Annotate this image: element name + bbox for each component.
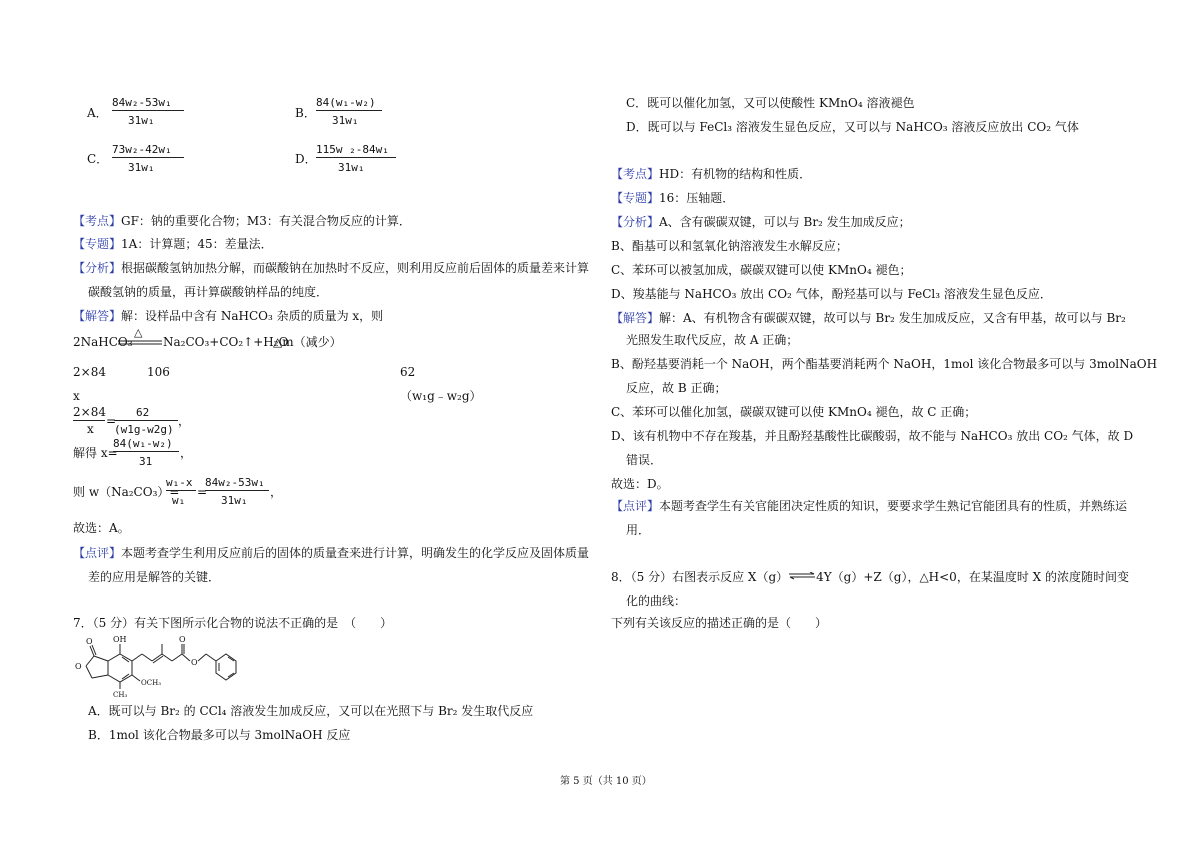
- structure-o-carbonyl-label: O: [86, 637, 93, 646]
- dianping-line-1: [73, 545, 589, 561]
- fraction-bar: [73, 420, 105, 421]
- jieda-line: [73, 308, 383, 324]
- zhuanti-text: 1A：计算题；45：差量法．: [121, 237, 273, 251]
- fraction-bar: [112, 110, 184, 111]
- purity-denominator-1: w₁: [172, 494, 186, 507]
- right-zhuanti-line: [611, 190, 734, 206]
- option-a-numerator: 84w₂-53w₁: [112, 96, 172, 109]
- q7-option-c: C．既可以催化加氢，又可以使酸性 KMnO₄ 溶液褪色: [626, 96, 915, 110]
- question-8-line-1: [611, 569, 1129, 585]
- right-dianping-text-2: 用．: [626, 523, 651, 537]
- equation-arrow: [118, 340, 162, 346]
- right-fenxi-a: A、含有碳碳双键，可以与 Br₂ 发生加成反应；: [659, 215, 911, 229]
- zhuanti-line: [73, 236, 273, 252]
- q7-option-b: B．1mol 该化合物最多可以与 3molNaOH 反应: [88, 728, 351, 742]
- right-dianping-text-1: 本题考查学生有关官能团决定性质的知识，要要求学生熟记官能团具有的性质，并熟练运: [659, 499, 1128, 513]
- proportion-denominator-2: (w1g-w2g): [114, 423, 174, 436]
- option-a-label: A．: [87, 106, 108, 120]
- right-kaodian-tag: 【考点】: [611, 167, 660, 181]
- jieda-tag: 【解答】: [73, 309, 122, 323]
- right-jieda-d1: D、该有机物中不存在羧基，并且酚羟基酸性比碳酸弱，故不能与 NaHCO₃ 放出 CO₂ 气体，故 D: [611, 429, 1134, 443]
- structure-och3-label: OCH₃: [141, 679, 162, 687]
- right-fenxi-b: B、酯基可以和氢氧化钠溶液发生水解反应；: [611, 239, 848, 253]
- fraction-bar: [112, 157, 184, 158]
- right-fenxi-c: C、苯环可以被氢加成，碳碳双键可以使 KMnO₄ 褪色；: [611, 263, 912, 277]
- fenxi-line-1: [73, 260, 589, 276]
- ratio-row1-a: 2×84: [73, 365, 106, 379]
- option-d-numerator: 115w ₂-84w₁: [316, 143, 389, 156]
- chemical-structure-diagram: [68, 632, 258, 700]
- proportion-comma: ，: [178, 414, 191, 428]
- fraction-bar: [166, 490, 196, 491]
- fraction-bar: [113, 451, 179, 452]
- structure-ch3-label: CH₃: [113, 691, 128, 699]
- fenxi-tag: 【分析】: [73, 261, 122, 275]
- option-c-denominator: 31w₁: [128, 161, 155, 174]
- ratio-row2-c: （w₁g﹣w₂g）: [400, 389, 482, 403]
- option-d-label: D．: [295, 152, 317, 166]
- question-8-part-b: 4Y（g）+Z（g），△H<0，在某温度时 X 的浓度随时间变: [816, 570, 1129, 584]
- right-jieda-b2: 反应，故 B 正确；: [626, 381, 727, 395]
- option-a-denominator: 31w₁: [128, 114, 155, 127]
- question-8-part-a: 8．（5 分）右图表示反应 X（g）: [611, 570, 789, 584]
- right-jieda-b1: B、酚羟基要消耗一个 NaOH，两个酯基要消耗两个 NaOH，1mol 该化合物最多可以与 3molNaOH: [611, 357, 1158, 371]
- page-footer: 第 5 页（共 10 页）: [560, 776, 652, 787]
- right-dianping-line: [611, 498, 1127, 514]
- purity-text: 则 w（Na₂CO₃）=: [73, 485, 180, 499]
- ratio-row2-a: x: [73, 389, 80, 403]
- q7-option-a: A．既可以与 Br₂ 的 CCl₄ 溶液发生加成反应，又可以在光照下与 Br₂ 发生取代反应: [88, 704, 534, 718]
- ratio-row1-c: 62: [400, 365, 416, 379]
- kaodian-text: GF：钠的重要化合物；M3：有关混合物反应的计算．: [121, 214, 411, 228]
- kaodian-line: [73, 213, 411, 229]
- right-jieda-a2: 光照发生取代反应，故 A 正确；: [626, 333, 799, 347]
- jiede-denominator: 31: [139, 455, 153, 468]
- option-b-numerator: 84(w₁-w₂): [316, 96, 376, 109]
- option-c-label: C．: [87, 152, 109, 166]
- structure-oh-label: OH: [113, 635, 127, 644]
- purity-numerator-2: 84w₂-53w₁: [205, 476, 265, 489]
- heat-delta-symbol: △: [134, 326, 143, 339]
- right-jieda-line: [611, 310, 1126, 326]
- structure-o-ester-carbonyl-label: O: [179, 635, 186, 644]
- option-c-numerator: 73w₂-42w₁: [112, 143, 172, 156]
- fenxi-text-2: 碳酸氢钠的质量，再计算碳酸钠样品的纯度．: [88, 285, 329, 299]
- proportion-numerator-2: 62: [136, 406, 150, 419]
- proportion-numerator: 2×84: [73, 405, 106, 419]
- right-jieda-c: C、苯环可以催化加氢，碳碳双键可以使 KMnO₄ 褪色，故 C 正确；: [611, 405, 977, 419]
- ratio-row1-b: 106: [147, 365, 170, 379]
- jiede-comma: ，: [180, 446, 193, 460]
- fenxi-text-1: 根据碳酸氢钠加热分解，而碳酸钠在加热时不反应，则利用反应前后固体的质量差来计算: [121, 261, 590, 275]
- fraction-bar: [316, 110, 382, 111]
- option-b-label: B．: [295, 106, 316, 120]
- right-jieda-a1: 解：A、有机物含有碳碳双键，故可以与 Br₂ 发生加成反应，又含有甲基，故可以与 Br₂: [659, 311, 1126, 325]
- kaodian-tag: 【考点】: [73, 214, 122, 228]
- equation-reactant: 2NaHCO₃: [73, 335, 133, 349]
- fraction-bar: [205, 490, 269, 491]
- fraction-bar: [114, 420, 178, 421]
- question-7: 7．（5 分）有关下图所示化合物的说法不正确的是 （ ）: [73, 616, 393, 630]
- option-d-denominator: 31w₁: [338, 161, 365, 174]
- right-jieda-tag: 【解答】: [611, 311, 660, 325]
- question-8-line-2: 化的曲线：: [626, 594, 687, 608]
- proportion-equals: =: [106, 414, 117, 428]
- guxuan-left: 故选：A。: [73, 521, 130, 535]
- purity-comma: ，: [270, 485, 283, 499]
- dianping-text-2: 差的应用是解答的关键．: [88, 570, 221, 584]
- purity-equals: =: [197, 485, 208, 499]
- question-8-line-3: 下列有关该反应的描述正确的是（ ）: [611, 616, 828, 630]
- dianping-tag: 【点评】: [73, 546, 122, 560]
- structure-o-ester-label: O: [191, 658, 198, 667]
- zhuanti-tag: 【专题】: [73, 237, 122, 251]
- right-kaodian-text: HD：有机物的结构和性质．: [659, 167, 812, 181]
- jiede-numerator: 84(w₁-w₂): [113, 437, 173, 450]
- jiede-text: 解得 x=: [73, 446, 118, 460]
- purity-denominator-2: 31w₁: [221, 494, 248, 507]
- equilibrium-arrow: [788, 567, 816, 583]
- right-fenxi-line: [611, 214, 911, 230]
- fraction-bar: [316, 157, 396, 158]
- right-zhuanti-tag: 【专题】: [611, 191, 660, 205]
- right-dianping-tag: 【点评】: [611, 499, 660, 513]
- right-fenxi-tag: 【分析】: [611, 215, 660, 229]
- equation-delta-m: △m（减少）: [273, 335, 342, 349]
- guxuan-right: 故选：D。: [611, 477, 669, 491]
- option-b-denominator: 31w₁: [332, 114, 359, 127]
- right-fenxi-d: D、羧基能与 NaHCO₃ 放出 CO₂ 气体，酚羟基可以与 FeCl₃ 溶液发生显色反应．: [611, 287, 1052, 301]
- structure-o-ring-label: O: [75, 662, 82, 671]
- proportion-denominator: x: [87, 422, 94, 436]
- dianping-text-1: 本题考查学生利用反应前后的固体的质量查来进行计算，明确发生的化学反应及固体质量: [121, 546, 590, 560]
- equilibrium-arrow-icon: [788, 572, 816, 580]
- purity-numerator-1: w₁-x: [166, 476, 193, 489]
- equation-products: Na₂CO₃+CO₂↑+H₂O: [163, 335, 289, 349]
- q7-option-d: D．既可以与 FeCl₃ 溶液发生显色反应，又可以与 NaHCO₃ 溶液反应放出 CO₂ 气体: [626, 120, 1079, 134]
- right-zhuanti-text: 16：压轴题．: [659, 191, 735, 205]
- jieda-text: 解：设样品中含有 NaHCO₃ 杂质的质量为 x，则: [121, 309, 384, 323]
- right-jieda-d2: 错误．: [626, 453, 663, 467]
- right-kaodian-line: [611, 166, 811, 182]
